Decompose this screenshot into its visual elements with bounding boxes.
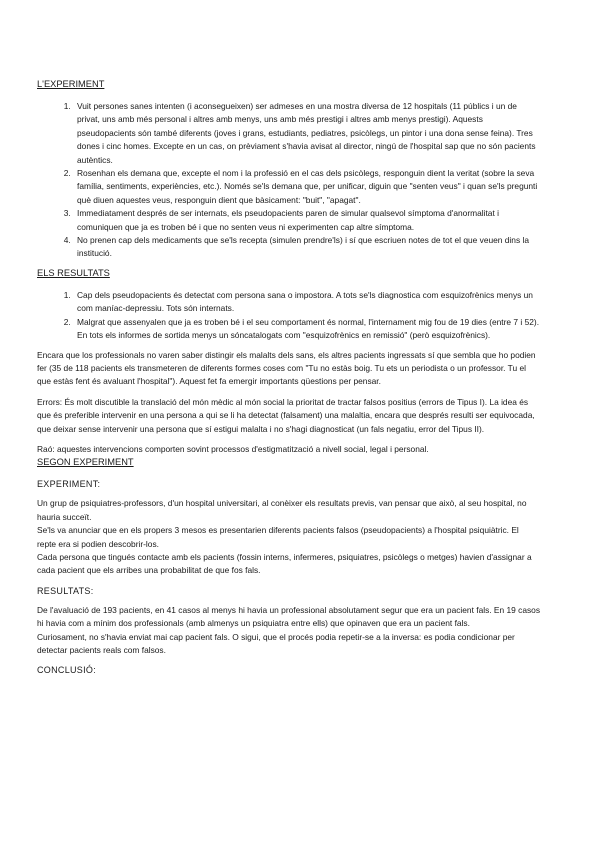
list-item: 1. Vuit persones sanes intenten (i aconsegueixen) ser admeses en una mostra diversa de 12 hospitals (11 públics i un de privat, uns amb més personal i altres amb menys, uns amb més prestigi i altres amb menys prestigi). Aquests pseudopacients són també diferents (joves i grans, estudiants, pediatres, psicòlegs, un pintor i una dona sense feina). Tres dones i cinc homes. Excepte en un cas, on prèviament s'havia avisat al director, ningú de l'hospital sap que no són pacients autèntics.	[73, 100, 540, 167]
results-heading: RESULTATS:	[37, 585, 94, 596]
list-item: 2. Malgrat que assenyalen que ja es troben bé i el seu comportament és normal, l'internament mig fou de 19 dies (entre 7 i 52). En tots els informes de sortida menys un sóncatalogats com "esquizofrènics en remissió" (però esquizofrènics).	[73, 316, 540, 343]
list-item: 1. Cap dels pseudopacients és detectat com persona sana o impostora. A tots se'ls diagnostica com esquizofrènics menys un com maníac-depressiu. Tots són internats.	[73, 289, 540, 316]
section-title-results: ELS RESULTATS	[37, 267, 110, 278]
experiment-paragraph: Cada persona que tingués contacte amb els pacients (fossin interns, infermeres, psiquiatres, psicòlegs o metges) havien d'assignar a cada pacient que els arribes una probabilitat de que fos fals.	[37, 551, 532, 576]
experiment-paragraph: Se'ls va anunciar que en els propers 3 mesos es presentarien diferents pacients falsos (pseudopacients) a l'hospital psiquiàtric. El repte era si podien descobrir-los.	[37, 525, 519, 549]
errors-paragraph: Errors: És molt discutible la translació del món mèdic al món social la prioritat de tractar falsos positius (errors de Tipus I). La idea és que és preferible intervenir en una persona a qui se li ha detectat (falsament) una malaltia, encara que després resulti ser equivocada, que deixar sense intervenir una persona que sí estigui malalta i no s'hagi diagnosticat (un fals negatiu, error del Tipus II).	[37, 396, 535, 434]
section-title-second-experiment: SEGON EXPERIMENT	[37, 457, 134, 468]
experiment-list	[37, 100, 540, 261]
experiment-paragraph: Un grup de psiquiatres-professors, d'un hospital universitari, al conèixer els resultats previs, van pensar que això, al seu hospital, no hauria succeït.	[37, 498, 527, 522]
list-item: 3. Immediatament després de ser internats, els pseudopacients paren de simular qualsevol símptoma d'anormalitat i comuniquen que ja es troben bé i que no senten veus ni experimenten cap altre símptoma.	[73, 207, 540, 234]
results-paragraph: De l'avaluació de 193 pacients, en 41 casos al menys hi havia un professional absolutament segur que era un pacient fals. En 19 casos hi havia com a mínim dos professionals (amb almenys un psiquiatra entre ells) que opinaven que era un pacient fals.	[37, 604, 541, 629]
results-paragraph: Encara que los professionals no varen saber distingir els malalts dels sans, els altres pacients ingressats sí que sembla que ho podien fer (35 de 118 pacients els transmeteren de diferents formes coses com "Tu no estàs boig. Tu ets un periodista o un professor. Tu el que estàs fent és avaluant l'hospital"). Aquest fet fa emergir importants qüestions per pensar.	[37, 349, 536, 387]
experiment-heading: EXPERIMENT:	[37, 479, 101, 490]
section-results	[37, 267, 540, 456]
section-experiment	[37, 78, 540, 261]
section-second-experiment	[37, 456, 540, 676]
reason-paragraph: Raó: aquestes intervencions comporten sovint processos d'estigmatització a nivell social, legal i personal.	[37, 443, 429, 454]
conclusion-heading: CONCLUSIÓ:	[37, 665, 97, 676]
results-paragraph: Curiosament, no s'havia enviat mai cap pacient fals. O sigui, que el procés podia repetir-se a la inversa: es podia condicionar per detectar pacients reals com falsos.	[37, 631, 515, 655]
results-list	[37, 289, 540, 343]
list-item: 2. Rosenhan els demana que, excepte el nom i la professió en el cas dels psicòlegs, responguin dient la veritat (sobre la seva família, sentiments, experiències, etc.). Només se'ls demana que, per unificar, diguin que "senten veus" i quan se'ls pregunti què diuen aquestes veus, responguin dient que bàsicament: "buit", "apagat".	[73, 167, 540, 207]
section-title-experiment: L'EXPERIMENT	[37, 79, 105, 89]
list-item: 4. No prenen cap dels medicaments que se'ls recepta (simulen prendre'ls) i sí que escriuen notes de tot el que veuen dins la institució.	[73, 234, 540, 261]
